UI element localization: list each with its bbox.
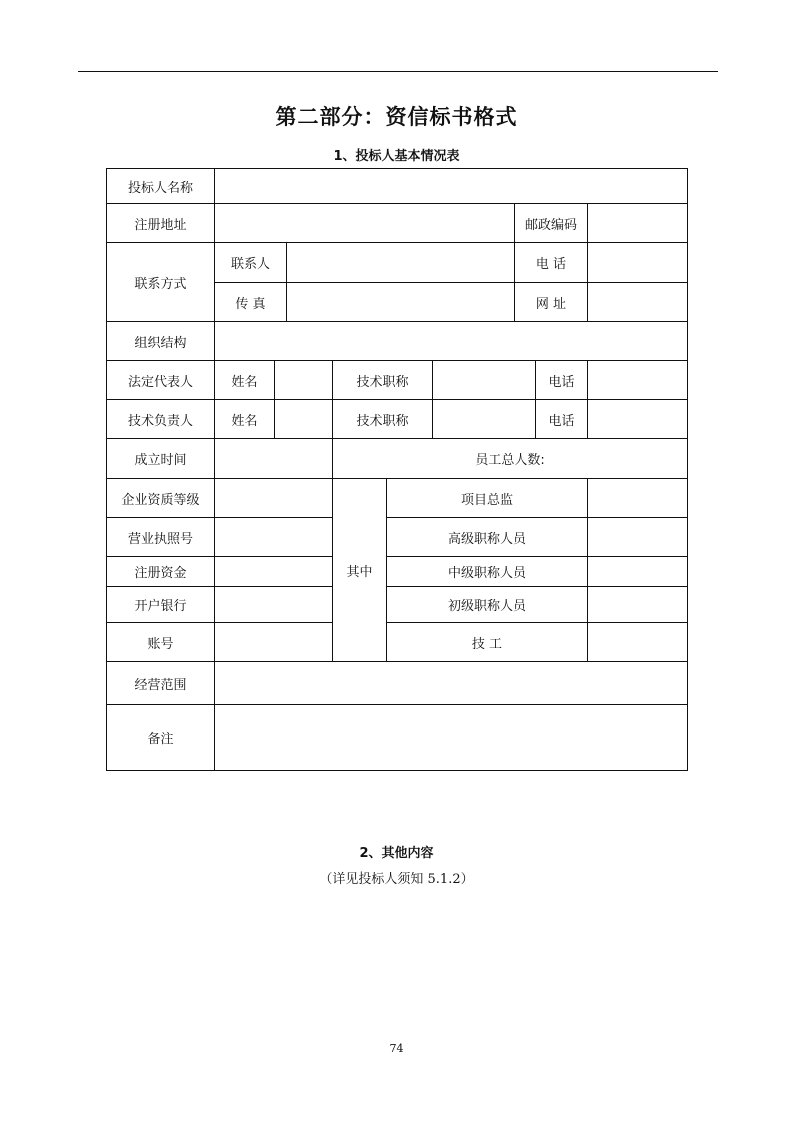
label-established: 成立时间 [107, 439, 215, 479]
field-senior-staff[interactable] [588, 518, 688, 557]
label-legal-rep-title: 技术职称 [333, 361, 433, 400]
label-contact-method: 联系方式 [107, 243, 215, 322]
field-established[interactable] [215, 439, 333, 479]
label-phone: 电 话 [515, 243, 588, 283]
field-legal-rep-name[interactable] [275, 361, 333, 400]
label-project-director: 项目总监 [387, 479, 588, 518]
label-license-no: 营业执照号 [107, 518, 215, 557]
field-phone[interactable] [588, 243, 688, 283]
field-bidder-name[interactable] [215, 169, 688, 204]
page-title: 第二部分：资信标书格式 [275, 105, 518, 129]
field-legal-rep-title[interactable] [433, 361, 536, 400]
field-tech-lead-title[interactable] [433, 400, 536, 439]
section1-title: 1、投标人基本情况表 [333, 149, 460, 164]
label-tech-lead-title: 技术职称 [333, 400, 433, 439]
page-number: 74 [389, 1042, 404, 1055]
field-account[interactable] [215, 623, 333, 662]
label-tech-lead-tel: 电话 [536, 400, 588, 439]
label-org-structure: 组织结构 [107, 322, 215, 361]
field-contact-person[interactable] [287, 243, 515, 283]
label-legal-rep-name: 姓名 [215, 361, 275, 400]
field-technician[interactable] [588, 623, 688, 662]
field-qualification[interactable] [215, 479, 333, 518]
field-mid-staff[interactable] [588, 557, 688, 587]
field-junior-staff[interactable] [588, 587, 688, 623]
header-rule [78, 71, 718, 72]
label-fax: 传 真 [215, 283, 287, 322]
field-postcode[interactable] [588, 204, 688, 243]
label-reg-address: 注册地址 [107, 204, 215, 243]
label-senior-staff: 高级职称人员 [387, 518, 588, 557]
field-business-scope[interactable] [215, 662, 688, 705]
label-among: 其中 [333, 479, 387, 662]
label-contact-person: 联系人 [215, 243, 287, 283]
label-mid-staff: 中级职称人员 [387, 557, 588, 587]
bidder-info-table [106, 168, 688, 771]
field-license-no[interactable] [215, 518, 333, 557]
label-bank: 开户银行 [107, 587, 215, 623]
section2-title: 2、其他内容 [359, 846, 434, 861]
field-reg-capital[interactable] [215, 557, 333, 587]
field-legal-rep-tel[interactable] [588, 361, 688, 400]
field-project-director[interactable] [588, 479, 688, 518]
field-website[interactable] [588, 283, 688, 322]
label-junior-staff: 初级职称人员 [387, 587, 588, 623]
label-postcode: 邮政编码 [515, 204, 588, 243]
label-website: 网 址 [515, 283, 588, 322]
label-account: 账号 [107, 623, 215, 662]
field-tech-lead-tel[interactable] [588, 400, 688, 439]
label-reg-capital: 注册资金 [107, 557, 215, 587]
field-fax[interactable] [287, 283, 515, 322]
label-technician: 技 工 [387, 623, 588, 662]
label-legal-rep-tel: 电话 [536, 361, 588, 400]
field-tech-lead-name[interactable] [275, 400, 333, 439]
label-remarks: 备注 [107, 705, 215, 771]
section2-note: （详见投标人须知 5.1.2） [319, 872, 474, 887]
label-business-scope: 经营范围 [107, 662, 215, 705]
label-tech-lead: 技术负责人 [107, 400, 215, 439]
field-remarks[interactable] [215, 705, 688, 771]
field-org-structure[interactable] [215, 322, 688, 361]
label-qualification: 企业资质等级 [107, 479, 215, 518]
label-legal-rep: 法定代表人 [107, 361, 215, 400]
label-bidder-name: 投标人名称 [107, 169, 215, 204]
label-employee-total: 员工总人数: [333, 439, 688, 479]
field-reg-address[interactable] [215, 204, 515, 243]
field-bank[interactable] [215, 587, 333, 623]
label-tech-lead-name: 姓名 [215, 400, 275, 439]
